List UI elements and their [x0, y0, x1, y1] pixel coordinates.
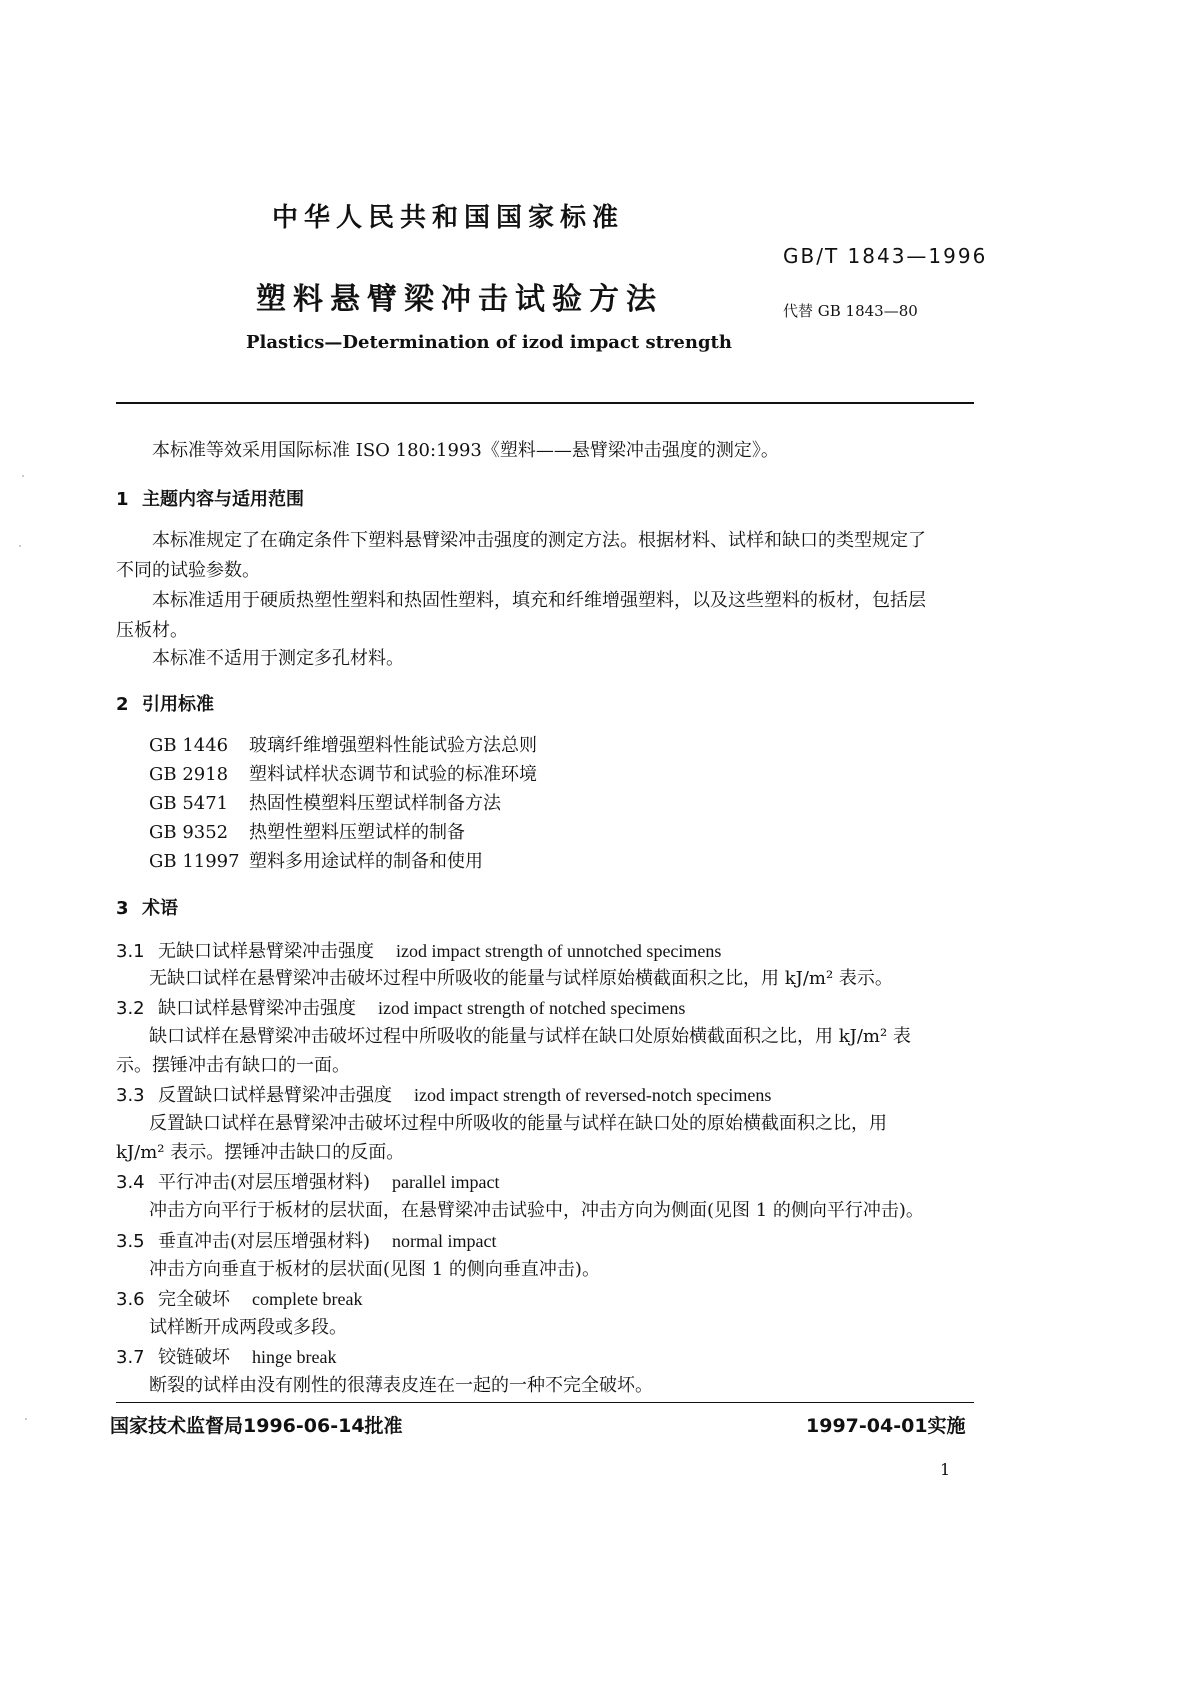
- term-definition: 冲击方向垂直于板材的层状面(见图 1 的侧向垂直冲击)。: [149, 1259, 600, 1280]
- term-definition: 反置缺口试样在悬臂梁冲击破坏过程中所吸收的能量与试样在缺口处的原始横截面积之比，用: [149, 1113, 887, 1134]
- term-heading: [116, 1346, 336, 1369]
- reference-item: [149, 764, 537, 786]
- term-number: 3.2: [116, 998, 145, 1019]
- section-title: 术语: [142, 898, 178, 919]
- reference-title: 塑料试样状态调节和试验的标准环境: [249, 764, 537, 785]
- effective-date: 1997-04-01实施: [806, 1415, 966, 1437]
- term-definition: 冲击方向平行于板材的层状面，在悬臂梁冲击试验中，冲击方向为侧面(见图 1 的侧向平行冲击)。: [149, 1200, 924, 1221]
- term-heading: [116, 1230, 497, 1253]
- section-title: 引用标准: [142, 694, 214, 715]
- term-cn: 无缺口试样悬臂梁冲击强度: [158, 941, 374, 962]
- section-1-para-2-line-1: 本标准适用于硬质热塑性塑料和热固性塑料，填充和纤维增强塑料，以及这些塑料的板材，包括层: [152, 590, 926, 611]
- reference-title: 热固性模塑料压塑试样制备方法: [249, 793, 501, 814]
- term-number: 3.5: [116, 1231, 145, 1252]
- term-definition-continued: 示。摆锤冲击有缺口的一面。: [116, 1055, 350, 1076]
- term-cn: 缺口试样悬臂梁冲击强度: [158, 998, 356, 1019]
- reference-code: GB 9352: [149, 822, 229, 843]
- term-en: izod impact strength of notched specimens: [378, 998, 686, 1018]
- intro-paragraph: 本标准等效采用国际标准 ISO 180:1993《塑料——悬臂梁冲击强度的测定》。: [152, 440, 779, 461]
- scan-speck: [25, 1418, 27, 1420]
- footer-divider: [116, 1402, 974, 1403]
- section-2-heading: [116, 690, 214, 716]
- section-number: 1: [116, 489, 129, 510]
- reference-code: GB 2918: [149, 764, 229, 785]
- term-en: normal impact: [392, 1231, 497, 1251]
- section-1-heading: [116, 485, 304, 511]
- term-en: complete break: [252, 1289, 363, 1309]
- term-definition: 无缺口试样在悬臂梁冲击破坏过程中所吸收的能量与试样原始横截面积之比，用 kJ/m² 表示。: [149, 968, 893, 989]
- term-heading: [116, 940, 721, 963]
- section-1-para-2-line-2: 压板材。: [116, 620, 188, 641]
- term-en: hinge break: [252, 1347, 337, 1367]
- approval-line: 国家技术监督局1996-06-14批准: [110, 1415, 403, 1437]
- term-number: 3.3: [116, 1085, 145, 1106]
- replaces-note: 代替 GB 1843—80: [783, 302, 918, 320]
- reference-item: [149, 851, 483, 873]
- term-number: 3.7: [116, 1347, 145, 1368]
- scan-speck: [19, 545, 21, 547]
- term-heading: [116, 997, 685, 1020]
- reference-item: [149, 735, 537, 757]
- reference-code: GB 11997: [149, 851, 240, 872]
- section-number: 3: [116, 898, 129, 919]
- reference-item: [149, 822, 465, 844]
- section-1-para-1-line-2: 不同的试验参数。: [116, 560, 260, 581]
- reference-code: GB 1446: [149, 735, 229, 756]
- term-number: 3.6: [116, 1289, 145, 1310]
- term-en: izod impact strength of unnotched specimens: [396, 941, 722, 961]
- term-number: 3.4: [116, 1172, 145, 1193]
- term-cn: 铰链破坏: [158, 1347, 230, 1368]
- term-definition: 缺口试样在悬臂梁冲击破坏过程中所吸收的能量与试样在缺口处原始横截面积之比，用 kJ/m² 表: [149, 1026, 911, 1047]
- term-cn: 完全破坏: [158, 1289, 230, 1310]
- reference-title: 热塑性塑料压塑试样的制备: [249, 822, 465, 843]
- term-cn: 平行冲击(对层压增强材料): [158, 1172, 371, 1193]
- header-divider: [116, 402, 974, 404]
- term-definition-continued: kJ/m² 表示。摆锤冲击缺口的反面。: [116, 1142, 405, 1163]
- section-3-heading: [116, 894, 178, 920]
- national-standard-title: 中华人民共和国国家标准: [272, 203, 625, 233]
- reference-title: 塑料多用途试样的制备和使用: [249, 851, 483, 872]
- term-en: parallel impact: [392, 1172, 500, 1192]
- scan-speck: [22, 475, 24, 477]
- reference-item: [149, 793, 501, 815]
- term-heading: [116, 1171, 500, 1194]
- reference-title: 玻璃纤维增强塑料性能试验方法总则: [249, 735, 537, 756]
- term-cn: 垂直冲击(对层压增强材料): [158, 1231, 371, 1252]
- section-1-para-3: 本标准不适用于测定多孔材料。: [152, 648, 404, 669]
- term-heading: [116, 1084, 771, 1107]
- section-1-para-1-line-1: 本标准规定了在确定条件下塑料悬臂梁冲击强度的测定方法。根据材料、试样和缺口的类型规定了: [152, 530, 926, 551]
- term-definition: 试样断开成两段或多段。: [149, 1317, 347, 1338]
- standard-code: GB/T 1843—1996: [783, 244, 988, 268]
- term-heading: [116, 1288, 362, 1311]
- reference-code: GB 5471: [149, 793, 229, 814]
- term-definition: 断裂的试样由没有刚性的很薄表皮连在一起的一种不完全破坏。: [149, 1375, 653, 1396]
- term-number: 3.1: [116, 941, 145, 962]
- term-cn: 反置缺口试样悬臂梁冲击强度: [158, 1085, 392, 1106]
- section-number: 2: [116, 694, 129, 715]
- document-title-en: Plastics—Determination of izod impact strength: [246, 332, 732, 353]
- document-title-cn: 塑料悬臂梁冲击试验方法: [256, 282, 663, 317]
- section-title: 主题内容与适用范围: [142, 489, 304, 510]
- term-en: izod impact strength of reversed-notch specimens: [414, 1085, 772, 1105]
- page-number: 1: [940, 1460, 951, 1479]
